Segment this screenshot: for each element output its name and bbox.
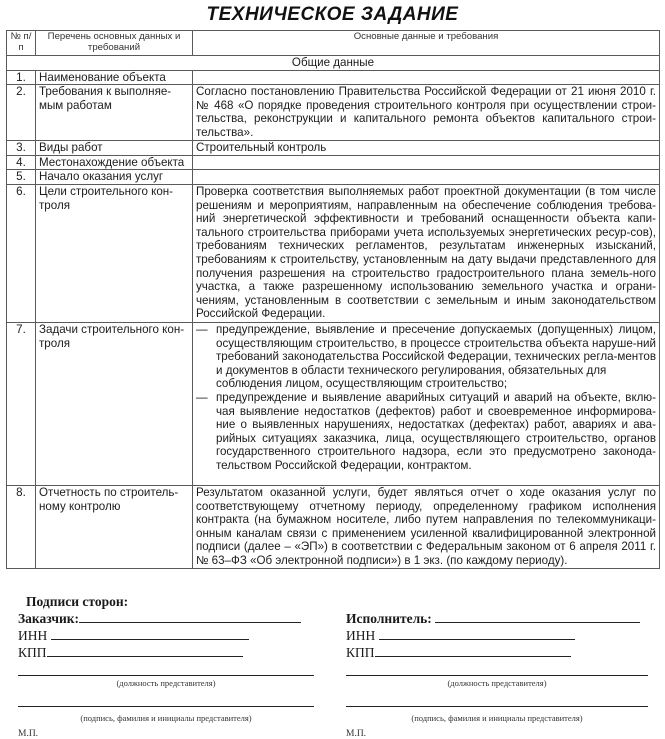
- dash-bullet: —: [196, 322, 208, 336]
- dash-bullet: —: [196, 390, 208, 404]
- table-row: [7, 322, 660, 485]
- row-number: 6.: [7, 184, 36, 322]
- row-name: Задачи строительного кон-троля: [36, 322, 193, 485]
- table-row: [7, 170, 660, 185]
- customer-position-caption: (должность представителя): [116, 678, 216, 688]
- specification-table: [6, 30, 660, 569]
- row-value: Проверка соответствия выполняемых работ проектной документации (в том числе решениям и мероприятиям, направленным на обеспечение соблюдения требова-ний энергетической эффективности и требований оснащенности объекта капи-тального строительства приборами учета используемых энергетических ресур-сов), требованиям технических регламентов, результатам инженерных изысканий, требованиям к строительству, установленным на дату выдачи представленного для получения разрешения на строительство градостроительного плана земель-ного участка, а также разрешенному использованию земельного участка и ограни-чениям, установленным в соответствии с земельным и иным законодательством Российской Федерации.: [193, 184, 660, 322]
- row-value: Согласно постановлению Правительства Российской Федерации от 21 июня 2010 г. № 468 «О порядке проведения строительного контроля при осуществлении строи-тельства, реконструкции и капитального ремонта объектов капитального строи-тельства».: [193, 85, 660, 141]
- row-number: 4.: [7, 155, 36, 170]
- list-item: [196, 391, 656, 473]
- table-row: [7, 85, 660, 141]
- contractor-signature-block: [346, 610, 646, 739]
- signatures-heading: Подписи сторон:: [26, 594, 129, 609]
- row-number: 1.: [7, 70, 36, 85]
- table-row: [7, 184, 660, 322]
- contractor-label: Исполнитель:: [346, 611, 432, 626]
- row-number: 7.: [7, 322, 36, 485]
- row-name: Требования к выполняе-мым работам: [36, 85, 193, 141]
- row-number: 8.: [7, 485, 36, 568]
- row-value: [193, 70, 660, 85]
- customer-inn-label: ИНН: [18, 628, 48, 643]
- customer-stamp-label: М.П.: [18, 729, 39, 739]
- contractor-signature-field[interactable]: [346, 692, 648, 707]
- header-name: Перечень основных данных и требований: [36, 31, 193, 56]
- row-name: Отчетность по строитель-ному контролю: [36, 485, 193, 568]
- row-value: [193, 170, 660, 185]
- contractor-kpp-line: [346, 644, 646, 661]
- customer-kpp-field[interactable]: [47, 644, 243, 657]
- section-title: Общие данные: [7, 56, 660, 71]
- table-row: [7, 70, 660, 85]
- customer-inn-line: [18, 627, 318, 644]
- row-number: 3.: [7, 141, 36, 156]
- row-number: 5.: [7, 170, 36, 185]
- table-header-row: [7, 31, 660, 56]
- table-row: [7, 485, 660, 568]
- customer-kpp-line: [18, 644, 318, 661]
- contractor-stamp-label: М.П.: [346, 729, 367, 739]
- customer-label: Заказчик:: [18, 611, 80, 626]
- list-item-text: предупреждение, выявление и пресечение допускаемых (допущенных) лицом, осуществляющим строительство, в процессе строительства объекта наруше-ний требований законодательства Российской Федерации, технических регла-ментов и документов в области технического регулирования, обязательных для: [216, 322, 657, 377]
- document-title: ТЕХНИЧЕСКОЕ ЗАДАНИЕ: [206, 4, 459, 25]
- row-number: 2.: [7, 85, 36, 141]
- customer-name-line: [18, 610, 318, 627]
- customer-signature-block: [18, 594, 318, 739]
- section-row: [7, 56, 660, 71]
- row-name: Начало оказания услуг: [36, 170, 193, 185]
- row-value: Результатом оказанной услуги, будет являться отчет о ходе оказания услуг по соответствующему отчетному периоду, определенному графиком исполнения контракта (на бумажном носителе, либо путем направления по телекоммуникаци-онным каналам связи с применением усиленной квалифицированной электронной подписи (далее – «ЭП») в соответствии с Федеральным законом от 6 апреля 2011 г. № 63–ФЗ «Об электронной подписи») в 1 экз. (по каждому периоду).: [193, 485, 660, 568]
- contractor-kpp-label: КПП: [346, 645, 375, 660]
- customer-signature-caption: (подпись, фамилия и инициалы представителя): [80, 713, 252, 723]
- customer-kpp-label: КПП: [18, 645, 47, 660]
- contractor-inn-label: ИНН: [346, 628, 376, 643]
- contractor-name-field[interactable]: [435, 610, 640, 623]
- contractor-position-field[interactable]: [346, 661, 648, 676]
- list-item-continuation: соблюдения лицом, осуществляющим строительство;: [216, 377, 508, 391]
- contractor-position-caption: (должность представителя): [447, 678, 547, 688]
- contractor-kpp-field[interactable]: [375, 644, 571, 657]
- row-value-list: [193, 322, 660, 485]
- customer-name-field[interactable]: [79, 610, 301, 623]
- customer-position-field[interactable]: [18, 661, 314, 676]
- table-row: [7, 155, 660, 170]
- list-item: [196, 323, 656, 391]
- row-name: Виды работ: [36, 141, 193, 156]
- customer-inn-field[interactable]: [51, 627, 249, 640]
- row-name: Наименование объекта: [36, 70, 193, 85]
- row-name: Местонахождение объекта: [36, 155, 193, 170]
- contractor-inn-field[interactable]: [379, 627, 575, 640]
- row-value: [193, 155, 660, 170]
- contractor-signature-caption: (подпись, фамилия и инициалы представителя): [411, 713, 583, 723]
- header-num: № п/п: [7, 31, 36, 56]
- table-row: [7, 141, 660, 156]
- contractor-name-line: [346, 610, 646, 627]
- row-value: Строительный контроль: [193, 141, 660, 156]
- contractor-inn-line: [346, 627, 646, 644]
- customer-signature-field[interactable]: [18, 692, 314, 707]
- list-item-text: предупреждение и выявление аварийных ситуаций и аварий на объекте, вклю-чая выявление недостатков (дефектов) работ и своевременное информирова-ние о выявленных нарушениях, недостатках (дефектах) работ, авариях и ава-рийных ситуациях заказчика, лица, осуществляющего строительство, органов государственного строительного надзора, если это предусмотрено законода-тельством Российской Федерации, контрактом.: [216, 390, 656, 472]
- row-name: Цели строительного кон-троля: [36, 184, 193, 322]
- header-value: Основные данные и требования: [193, 31, 660, 56]
